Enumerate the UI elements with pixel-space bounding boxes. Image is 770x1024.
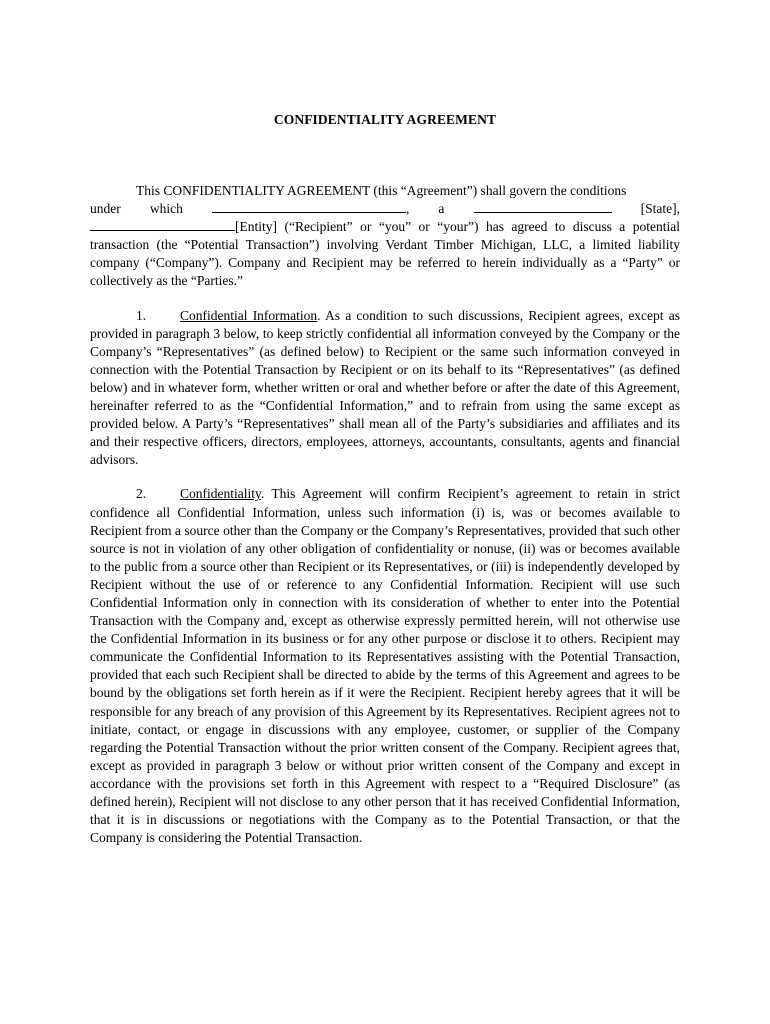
intro-word-which: which xyxy=(149,201,183,217)
section-1 xyxy=(90,307,680,470)
intro-rest-text: [Entity] (“Recipient” or “you” or “your”) has agreed to discuss a potential transaction (the “Potential Transaction”) involving Verdant Timber Michigan, LLC, a limited liability company (“Company”). Company and Recipient may be referred to herein individually as a “Party” or collectively as the “Parties.” xyxy=(90,219,680,289)
intro-comma: , xyxy=(405,201,410,217)
section-1-heading: Confidential Information xyxy=(180,307,318,323)
section-2-text: . This Agreement will confirm Recipient’s agreement to retain in strict confidence all Confidential Information, unless such information (i) is, was or becomes available to Recipient from a source other than the Company or the Company’s Representatives, provided that such other source is not in violation of any other obligation of confidentiality or nonuse, (ii) was or becomes available to the public from a source other than Recipient or its Representatives, or (iii) is independently developed by Recipient without the use of or reference to any Confidential Information. Recipient will use such Confidential Information only in connection with its consideration of whether to enter into the Potential Transaction with the Company and, except as otherwise expressly permitted herein, will not otherwise use the Confidential Information in its business or for any other purpose or disclose it to others. Recipient may communicate the Confidential Information to its Representatives assisting with the Potential Transaction, provided that each such Recipient shall be directed to abide by the terms of this Agreement and agrees to be bound by the obligations set forth herein as if it were the Recipient. Recipient hereby agrees that it will be responsible for any breach of any provision of this Agreement by its Representatives. Recipient agrees not to initiate, contact, or engage in discussions with any employee, customer, or supplier of the Company regarding the Potential Transaction without the prior written consent of the Company. Recipient agrees that, except as provided in paragraph 3 below or without prior written consent of the Company and except in accordance with the provisions set forth in this Agreement with respect to a “Required Disclosure” (as defined herein), Recipient will not disclose to any other person that it has received Confidential Information, that it is in discussions or negotiations with the Company as to the Potential Transaction, or that the Company is considering the Potential Transaction. xyxy=(90,486,680,846)
intro-first-line-text: This CONFIDENTIALITY AGREEMENT (this “Agreement”) shall govern the conditions xyxy=(136,183,627,198)
section-1-number: 1. xyxy=(136,307,147,323)
state-blank[interactable] xyxy=(474,200,612,213)
entity-name-blank[interactable] xyxy=(212,200,406,213)
section-2-heading: Confidentiality xyxy=(180,486,261,502)
intro-state-label: [State], xyxy=(640,201,680,217)
intro-word-a: a xyxy=(438,201,445,217)
section-2 xyxy=(90,485,680,847)
entity-blank-group xyxy=(212,200,409,218)
intro-line-1 xyxy=(90,182,680,200)
section-1-text: . As a condition to such discussions, Recipient agrees, except as provided in paragraph 3 below, to keep strictly confidential all information conveyed by the Company or the Company’s “Representatives” (as defined below) to Recipient or the same such information conveyed in connection with the Potential Transaction by Recipient or on its behalf to its “Representatives” (as defined below) and in whatever form, whether written or oral and whether before or after the date of this Agreement, hereinafter referred to as the “Confidential Information,” and to refrain from using the same except as provided below. A Party’s “Representatives” shall mean all of the Party’s subsidiaries and affiliates and its and their respective officers, directors, employees, attorneys, accountants, consultants, agents and financial advisors. xyxy=(90,307,680,468)
intro-paragraph xyxy=(90,182,680,291)
entity-type-blank[interactable] xyxy=(90,218,235,231)
intro-word-under: under xyxy=(90,201,121,217)
section-2-number: 2. xyxy=(136,486,147,502)
document-body xyxy=(90,182,680,863)
intro-line-2 xyxy=(90,200,680,218)
document-title: CONFIDENTIALITY AGREEMENT xyxy=(273,112,497,127)
